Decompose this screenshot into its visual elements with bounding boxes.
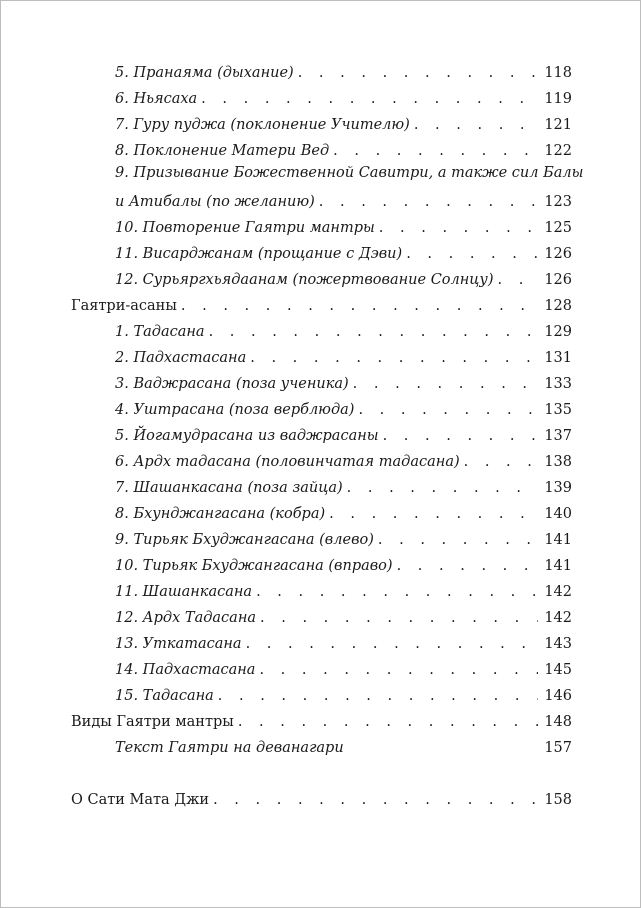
toc-entry[interactable] [115, 317, 572, 341]
toc-entry-title: 4. Уштрасана (поза верблюда) [115, 402, 355, 418]
toc-dot-leader [209, 323, 538, 341]
toc-entry-page: 157 [544, 740, 572, 756]
toc-entry[interactable] [115, 681, 572, 705]
toc-entry-title: 7. Шашанкасана (поза зайца) [115, 480, 343, 496]
toc-entry[interactable] [115, 447, 572, 471]
toc-entry[interactable] [115, 395, 572, 419]
toc-entry[interactable] [115, 551, 572, 575]
toc-dot-leader [414, 116, 538, 134]
toc-entry-page: 141 [544, 532, 572, 548]
toc-entry-page: 141 [544, 558, 572, 574]
toc-entry-title: 1. Тадасана [115, 324, 205, 340]
toc-entry-page: 121 [544, 117, 572, 133]
toc-dot-leader [333, 142, 538, 160]
toc-dot-leader [250, 349, 538, 367]
toc-entry[interactable] [115, 136, 572, 160]
toc-dot-leader [379, 219, 538, 237]
toc-dot-leader [406, 245, 538, 263]
toc-section-entry[interactable] [71, 785, 572, 809]
toc-dot-leader [383, 427, 538, 445]
toc-entry-title: 10. Повторение Гаятри мантры [115, 220, 375, 236]
toc-dot-leader [378, 531, 538, 549]
toc-entry-title: 6. Ньясаха [115, 91, 198, 107]
toc-entry[interactable] [115, 603, 572, 627]
toc-entry-title: 10. Тирьяк Бхуджангасана (вправо) [115, 558, 393, 574]
toc-entry-page: 126 [544, 272, 572, 288]
toc-dot-leader [259, 661, 538, 679]
toc-entry-title: 5. Пранаяма (дыхание) [115, 65, 294, 81]
toc-dot-leader [347, 479, 538, 497]
toc-entry-title: и Атибалы (по желанию) [115, 194, 315, 210]
toc-entry-multiline-first-line[interactable] [115, 161, 584, 185]
toc-entry[interactable] [115, 369, 572, 393]
toc-dot-leader [218, 687, 538, 705]
toc-entry[interactable] [115, 655, 572, 679]
toc-entry-page: 143 [544, 636, 572, 652]
toc-entry-title: 15. Тадасана [115, 688, 214, 704]
toc-entry-title: Виды Гаятри мантры [71, 714, 234, 730]
toc-entry[interactable] [115, 421, 572, 445]
toc-entry-page: 131 [544, 350, 572, 366]
toc-entry-title: 7. Гуру пуджа (поклонение Учителю) [115, 117, 410, 133]
toc-entry-page: 142 [544, 584, 572, 600]
toc-dot-leader [260, 609, 538, 627]
toc-entry-page: 128 [544, 298, 572, 314]
toc-entry[interactable] [115, 525, 572, 549]
toc-entry-page: 146 [544, 688, 572, 704]
toc-dot-leader [358, 401, 538, 419]
toc-entry-page: 142 [544, 610, 572, 626]
toc-entry[interactable] [115, 265, 572, 289]
toc-entry[interactable] [115, 577, 572, 601]
toc-entry[interactable] [115, 213, 572, 237]
toc-entry-title: 5. Йогамудрасана из ваджрасаны [115, 428, 379, 444]
toc-dot-leader [464, 453, 538, 471]
toc-entry-title: Текст Гаятри на деванагари [115, 740, 344, 756]
toc-entry-page: 145 [544, 662, 572, 678]
toc-dot-leader [397, 557, 538, 575]
toc-entry-page: 137 [544, 428, 572, 444]
toc-section-entry[interactable] [71, 291, 572, 315]
toc-dot-leader [498, 271, 539, 289]
toc-entry-page: 119 [544, 91, 572, 107]
toc-entry[interactable] [115, 58, 572, 82]
toc-entry-title: 13. Уткатасана [115, 636, 242, 652]
toc-dot-leader [181, 297, 538, 315]
toc-dot-leader [246, 635, 538, 653]
toc-entry-title: 2. Падхастасана [115, 350, 247, 366]
toc-section-entry[interactable] [71, 707, 572, 731]
toc-dot-leader [329, 505, 538, 523]
toc-entry-title: 3. Ваджрасана (поза ученика) [115, 376, 349, 392]
toc-entry-title: 9. Тирьяк Бхуджангасана (влево) [115, 532, 374, 548]
toc-entry[interactable] [115, 110, 572, 134]
toc-entry-page: 125 [544, 220, 572, 236]
toc-entry-title: Гаятри-асаны [71, 298, 177, 314]
toc-dot-leader [353, 375, 538, 393]
toc-entry-page: 123 [544, 194, 572, 210]
toc-dot-leader [256, 583, 538, 601]
toc-entry-title: 14. Падхастасана [115, 662, 256, 678]
toc-dot-leader [213, 791, 538, 809]
toc-entry-title: 12. Ардх Тадасана [115, 610, 257, 626]
toc-entry[interactable] [115, 629, 572, 653]
toc-dot-leader [201, 90, 538, 108]
toc-entry-page: 138 [544, 454, 572, 470]
toc-entry-title-line1: 9. Призывание Божественной Савитри, а также сил Балы [115, 165, 584, 181]
toc-entry-page: 129 [544, 324, 572, 340]
toc-entry-page: 135 [544, 402, 572, 418]
toc-entry[interactable] [115, 84, 572, 108]
toc-entry-title: 12. Сурьяргхьядаанам (пожертвование Солнцу) [115, 272, 494, 288]
toc-entry-title: 8. Поклонение Матери Вед [115, 143, 330, 159]
toc-entry-page: 122 [544, 143, 572, 159]
toc-entry-page: 158 [544, 792, 572, 808]
toc-entry-page: 148 [544, 714, 572, 730]
toc-entry-title: 11. Шашанкасана [115, 584, 253, 600]
toc-entry-page: 140 [544, 506, 572, 522]
toc-entry[interactable] [115, 239, 572, 263]
toc-entry-page: 126 [544, 246, 572, 262]
toc-entry[interactable] [115, 187, 572, 211]
toc-entry-page: 133 [544, 376, 572, 392]
toc-entry-title: 11. Висарджанам (прощание с Дэви) [115, 246, 403, 262]
toc-entry-title: О Сати Мата Джи [71, 792, 210, 808]
toc-entry[interactable] [115, 473, 572, 497]
toc-entry[interactable] [115, 733, 572, 757]
toc-dot-leader [298, 64, 538, 82]
toc-dot-leader [238, 713, 538, 731]
toc-entry[interactable] [115, 343, 572, 367]
toc-dot-leader [319, 193, 538, 211]
toc-entry[interactable] [115, 499, 572, 523]
toc-entry-page: 118 [544, 65, 572, 81]
toc-entry-page: 139 [544, 480, 572, 496]
toc-entry-title: 6. Ардх тадасана (половинчатая тадасана) [115, 454, 460, 470]
toc-entry-title: 8. Бхунджангасана (кобра) [115, 506, 326, 522]
